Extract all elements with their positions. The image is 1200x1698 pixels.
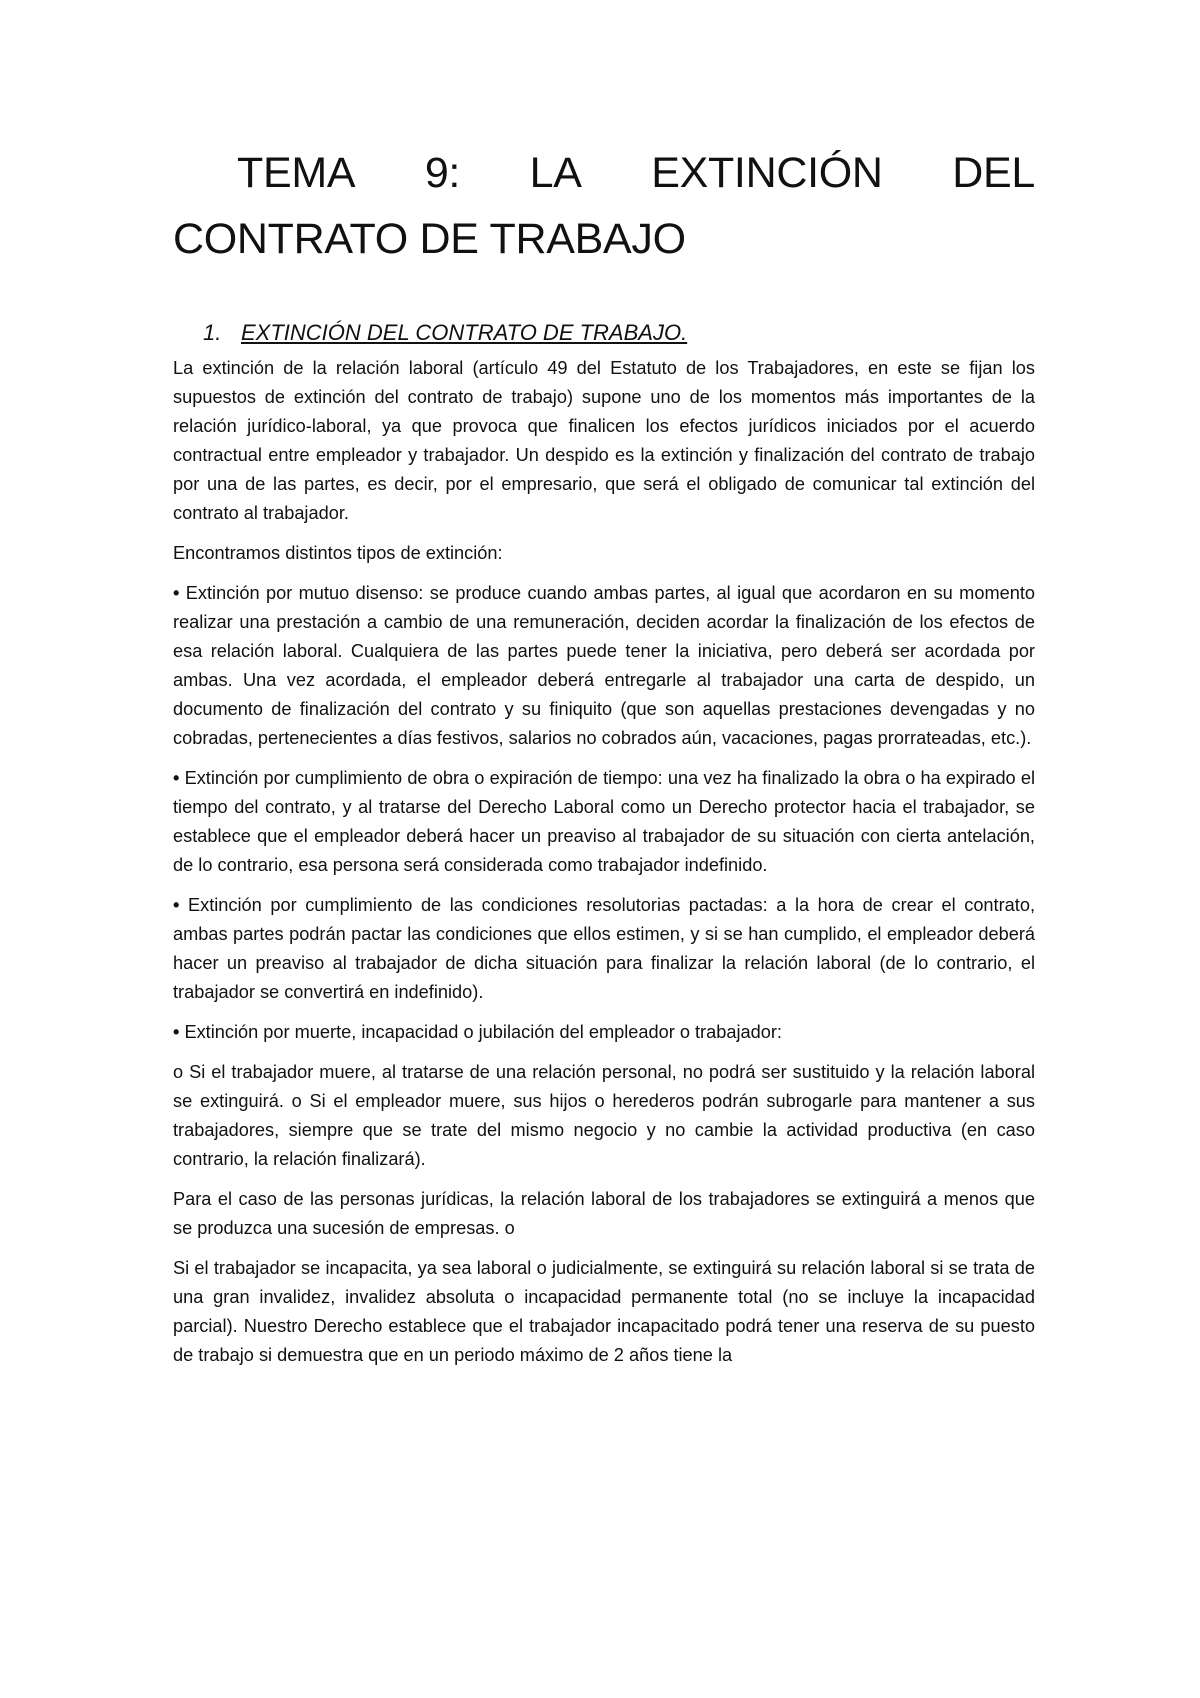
bullet-icon: • <box>173 1022 180 1042</box>
bullet-text: Extinción por cumplimiento de las condiciones resolutorias pactadas: a la hora de crear el contrato, ambas partes podrán pactar las condiciones que ellos estimen, y si se han cumplido, el empleador deberá hacer un preaviso al trabajador de dicha situación para finalizar la relación laboral (de lo contrario, el trabajador se convertirá en indefinido). <box>173 895 1035 1002</box>
title-word-extincion: EXTINCIÓN <box>651 149 883 197</box>
title-word-la: LA <box>529 149 582 197</box>
bullet-condiciones-resolutorias <box>173 891 1035 1007</box>
title-line-2: CONTRATO DE TRABAJO <box>173 215 686 263</box>
title-word-del: DEL <box>952 149 1035 197</box>
title-word-number: 9: <box>424 149 461 197</box>
bullet-text: Extinción por muerte, incapacidad o jubilación del empleador o trabajador: <box>184 1022 782 1042</box>
intro-paragraph: La extinción de la relación laboral (artículo 49 del Estatuto de los Trabajadores, en este se fijan los supuestos de extinción del contrato de trabajo) supone uno de los momentos más importantes de la relación jurídico-laboral, ya que provoca que finalicen los efectos jurídicos iniciados por el acuerdo contractual entre empleador y trabajador. Un despido es la extinción y finalización del contrato de trabajo por una de las partes, es decir, por el empresario, que será el obligado de comunicar tal extinción del contrato al trabajador. <box>173 358 1035 523</box>
bullet-text: Extinción por mutuo disenso: se produce cuando ambas partes, al igual que acordaron en su momento realizar una prestación a cambio de una remuneración, deciden acordar la finalización de los efectos de esa relación laboral. Cualquiera de las partes puede tener la iniciativa, pero deberá ser acordada por ambas. Una vez acordada, el empleador deberá entregarle al trabajador una carta de despido, un documento de finalización del contrato y su finiquito (que son aquellas prestaciones devengadas y no cobradas, pertenecientes a días festivos, salarios no cobrados aún, vacaciones, pagas prorrateadas, etc.). <box>173 583 1035 748</box>
bullet-icon: • <box>173 583 180 603</box>
bullet-icon: • <box>173 768 180 788</box>
bullet-text: Extinción por cumplimiento de obra o expiración de tiempo: una vez ha finalizado la obra o ha expirado el tiempo del contrato, y al tratarse del Derecho Laboral como un Derecho protector hacia el trabajador, se establece que el empleador deberá hacer un preaviso al trabajador de su situación con cierta antelación, de lo contrario, esa persona será considerada como trabajador indefinido. <box>173 768 1036 875</box>
title-line-1 <box>173 140 1035 206</box>
types-intro-paragraph: Encontramos distintos tipos de extinción: <box>173 543 503 563</box>
legal-persons-paragraph: Para el caso de las personas jurídicas, la relación laboral de los trabajadores se extinguirá a menos que se produzca una sucesión de empresas. o <box>173 1189 1035 1238</box>
bullet-mutuo-disenso <box>173 579 1035 753</box>
section-number: 1. <box>203 320 222 345</box>
title-word-tema: TEMA <box>237 149 356 197</box>
bullet-cumplimiento-obra <box>173 764 1035 880</box>
incapacity-paragraph: Si el trabajador se incapacita, ya sea laboral o judicialmente, se extinguirá su relación laboral si se trata de una gran invalidez, invalidez absoluta o incapacidad permanente total (no se incluye la incapacidad parcial). Nuestro Derecho establece que el trabajador incapacitado podrá tener una reserva de su puesto de trabajo si demuestra que en un periodo máximo de 2 años tiene la <box>173 1258 1035 1365</box>
document-page <box>173 140 1035 1381</box>
death-paragraph: o Si el trabajador muere, al tratarse de una relación personal, no podrá ser sustituido y la relación laboral se extinguirá. o Si el empleador muere, sus hijos o herederos podrán subrogarle para mantener a sus trabajadores, siempre que se trate del mismo negocio y no cambie la actividad productiva (en caso contrario, la relación finalizará). <box>173 1062 1035 1169</box>
bullet-muerte-incapacidad <box>173 1018 1035 1047</box>
section-heading-text: EXTINCIÓN DEL CONTRATO DE TRABAJO. <box>241 320 688 345</box>
bullet-icon: • <box>173 895 180 915</box>
section-heading-1 <box>173 316 1035 350</box>
document-title <box>173 140 1035 272</box>
